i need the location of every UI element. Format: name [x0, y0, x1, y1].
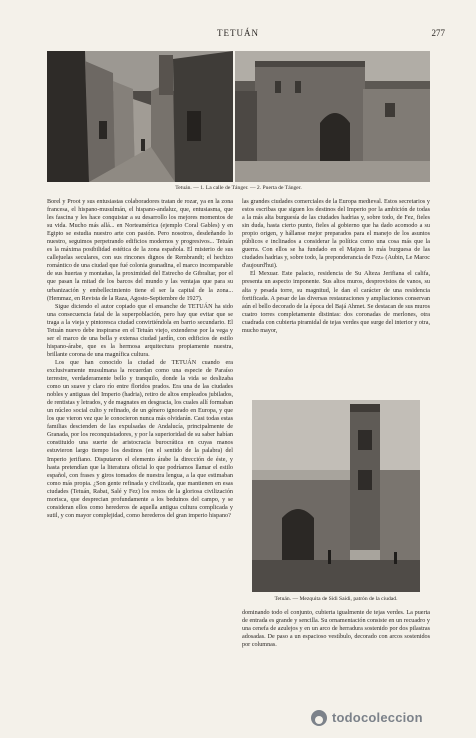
photo-street-of-tangier — [47, 51, 233, 182]
right-text-column-bottom — [242, 609, 430, 699]
photo-caption-bottom: Tetuán. — Mezquita de Sidi Saidi, patrón de la ciudad. — [274, 596, 398, 602]
watermark-text: todocoleccion — [332, 710, 423, 725]
paragraph-4: las grandes ciudades comerciales de la Europa medieval. Estos secretarios y estos escribas que siguen los destinos del Imperio por la ambición de todas a la más alta burguesía de las ciudades hadrias y, sobre todo, de Fez, fieles sin duda, hasta cierto punto, fieles al gobierno que ha dado acomodo a su propio origen, y hállanse mejor preparados para el manejo de los asuntos públicos e inclinados a considerar la política como una cosa más que la guerra. Con ellos se ha fundado en el Majzen lo más burguesa de las ciudades hadrias y, sobre todo, la preponderancia de Fez» (Aubin, Le Maroc d'aujourd'hui). — [242, 199, 430, 270]
paragraph-3: Los que han conocido la ciudad de TETUÁN cuando era exclusivamente musulmana la recuerdan como una especie de Paraíso terrestre, verdaderamente bello y tranquilo, donde la vida se deslizaba como un suave y claro río entre floridos prados. Era una de las ciudades nobles y antiguas del Imperio (hadria), retiro de altos empleados jubilados, de rentistas y letrados, y de magnates en desgracia, los cuales allí formaban un núcleo social culto y refinado, de un género ignorado en Europa, y que los que vieron vez que le conocieron nunca más olvidarán. Casi todas estas familias descienden de las expulsadas de Andalucía, principalmente de Granada, por los reconquistadores, y por la superioridad de su saber habían constituido una suerte de aristocracia burocrática en cuyas manos estuvieron largo tiempo los destinos (en el sentido de la palabra) del Imperio jerifiano. Disputaron el elemento árabe la dirección de éste, y hasta pretendían que la literatura oficial lo que podríamos llamar el estilo español, con frases y giros tomados de nuestra lengua, a la que estimaban como más propia. ¿Son gente refinada y civilizada, que mantienen en esas ciudades (Tetuán, Rabat, Salé y Fez) los restos de la gloriosa civilización morisca, que desprecian profundamente a los beduinos del campo, y se consideran ellos como herederos de aquella antigua cultura complicada y sutil, y con mayor complejidad, como herederos del gran imperio hispano? — [47, 359, 233, 519]
watermark-logo — [311, 708, 471, 728]
paragraph-5: El Mexuar. Este palacio, residencia de Su Alteza Jerifiana el califa, presenta un aspecto imponente. Sus altos muros, desprovistos de vanos, su alta y pesada torre, su magnitud, le dan el carácter de una residencia fortificada. A pesar de las diversas restauraciones y ampliaciones conservan aún el bello decorado de la época del Bajá Ahmet. Se destacan de sus muros cuatro torres completamente distintas: dos coronadas de merlones, otra cuadrada con cubierta piramidal de tejas verdes que surge del interior y otra, mucho mayor, — [242, 271, 430, 334]
photo-mosque-of-sidi-saidi — [252, 400, 420, 592]
photo-caption-top: Tetuán. — 1. La calle de Tánger. — 2. Puerta de Tánger. — [175, 185, 302, 191]
left-text-column — [47, 198, 233, 698]
paragraph-6: dominando todo el conjunto, cubierta igualmente de tejas verdes. La puerta de entrada es grande y sencilla. Su ornamentación consiste en un recuadro y una cenefa de azulejos y en un arco de herradura sostenido por dos pilastras adosadas. De paso a un espacioso vestíbulo, decorado con arcos sostenidos por columnas. — [242, 610, 430, 649]
paragraph-1: Borel y Proot y sus entusiastas colaboradores tratan de rozar, ya en la zona francesa, el hispano-musulmán, el hispano-andaluz, que, entusiasma, que les fascina y les hace conquistar a su desarrollo los mejores momentos de su vida. Mucho más allá... en Norteamérica (ejemplo Coral Gables) y en Egipto se estudia nuestro arte con pasión. Pero nosotros, desdeñando lo nuestro, seguimos perpetrando edificios modernos y progresivos... Tetuán es la máxima posibilidad estética de la zona española. El misterio de sus callejuelas seculares, con sus rincones dignos de Rembrandt; el hechizo romántico de una ciudad que fué colonia granadina, el marco incomparable de sus huertas y montañas, la proximidad del Estrecho de Gibraltar, por el que pasan la mitad de los barcos del mundo y las ventajas que para su urbanización y embellecimiento tiene el ser la capital de la zona... (Hemmaz, en Revista de la Raza, Agosto-Septiembre de 1927). — [47, 199, 233, 302]
paragraph-2: Sigue diciendo el autor copiado que el ensanche de TETUÁN ha sido una consecuencia fatal de la superpoblación, pero hay que evitar que se traga a la vieja y pintoresca ciudad convirtiéndola en barrio secundario. El Tetuán nuevo debe inspirarse en el Tetuán viejo, extenderse por la vega y ser el marco de una bella y extensa ciudad jardín, con edificios de estilo hispano-árabe, que es la hermosa arquitectura propiamente nuestra, brillante corona de una magnífica cultura. — [47, 303, 233, 358]
page-number: 277 — [431, 28, 445, 38]
photo-gate-of-tangier — [235, 51, 430, 182]
watermark-circle-icon — [311, 710, 327, 726]
right-text-column-top — [242, 198, 430, 393]
running-title: TETUÁN — [217, 28, 259, 38]
running-head — [0, 28, 476, 40]
